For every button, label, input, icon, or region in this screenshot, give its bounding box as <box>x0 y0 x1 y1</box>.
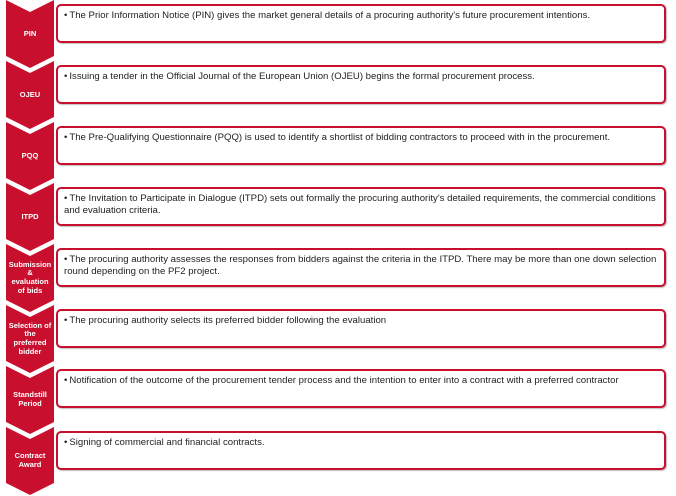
step-description <box>64 71 658 83</box>
step-label: PIN <box>23 28 37 38</box>
step-description <box>64 437 658 449</box>
step-description <box>64 375 658 387</box>
step-description-text: The Prior Information Notice (PIN) gives the market general details of a procuring authority's future procurement intentions. <box>69 10 591 21</box>
step-description <box>64 132 658 144</box>
step-description-box <box>56 309 666 348</box>
step-description <box>64 254 658 279</box>
step-description-text: The procuring authority assesses the responses from bidders against the criteria in the ITPD. There may be more than one down selection round depending on the PF2 project. <box>64 254 657 278</box>
bullet-icon: • <box>64 315 68 326</box>
bullet-icon: • <box>64 254 68 265</box>
step-description-box <box>56 248 666 287</box>
step-chevron <box>6 244 56 306</box>
step-label: PQQ <box>21 150 39 160</box>
step-description-box <box>56 65 666 104</box>
step-chevron <box>6 61 56 123</box>
step-description-text: The procuring authority selects its preferred bidder following the evaluation <box>69 315 387 326</box>
step-description-text: Signing of commercial and financial contracts. <box>69 437 265 448</box>
step-description-text: Notification of the outcome of the procurement tender process and the intention to enter into a contract with a preferred contractor <box>69 375 619 386</box>
step-description-text: The Invitation to Participate in Dialogue (ITPD) sets out formally the procuring authority's detailed requirements, the commercial conditions and evaluation criteria. <box>64 193 656 217</box>
step-description-text: Issuing a tender in the Official Journal of the European Union (OJEU) begins the formal procurement process. <box>69 71 535 82</box>
step-label: Contract Award <box>14 451 46 469</box>
step-chevron <box>6 366 56 428</box>
bullet-icon: • <box>64 375 68 386</box>
bullet-icon: • <box>64 193 68 204</box>
step-label: OJEU <box>19 89 41 99</box>
step-chevron <box>6 122 56 184</box>
step-label: ITPD <box>21 211 39 221</box>
step-chevron <box>6 305 56 367</box>
step-label: Selection of the preferred bidder <box>8 320 52 356</box>
step-description <box>64 315 658 327</box>
bullet-icon: • <box>64 437 68 448</box>
step-description-box <box>56 126 666 165</box>
step-label: Submission & evaluation of bids <box>8 259 52 295</box>
step-description-box <box>56 187 666 226</box>
step-label: Standstill Period <box>13 390 47 408</box>
step-description-box <box>56 431 666 470</box>
step-chevron <box>6 183 56 245</box>
step-description <box>64 193 658 218</box>
bullet-icon: • <box>64 10 68 21</box>
step-description-text: The Pre-Qualifying Questionnaire (PQQ) is used to identify a shortlist of bidding contractors to proceed with in the procurement. <box>69 132 611 143</box>
step-chevron <box>6 427 56 489</box>
bullet-icon: • <box>64 71 68 82</box>
step-description-box <box>56 369 666 408</box>
bullet-icon: • <box>64 132 68 143</box>
